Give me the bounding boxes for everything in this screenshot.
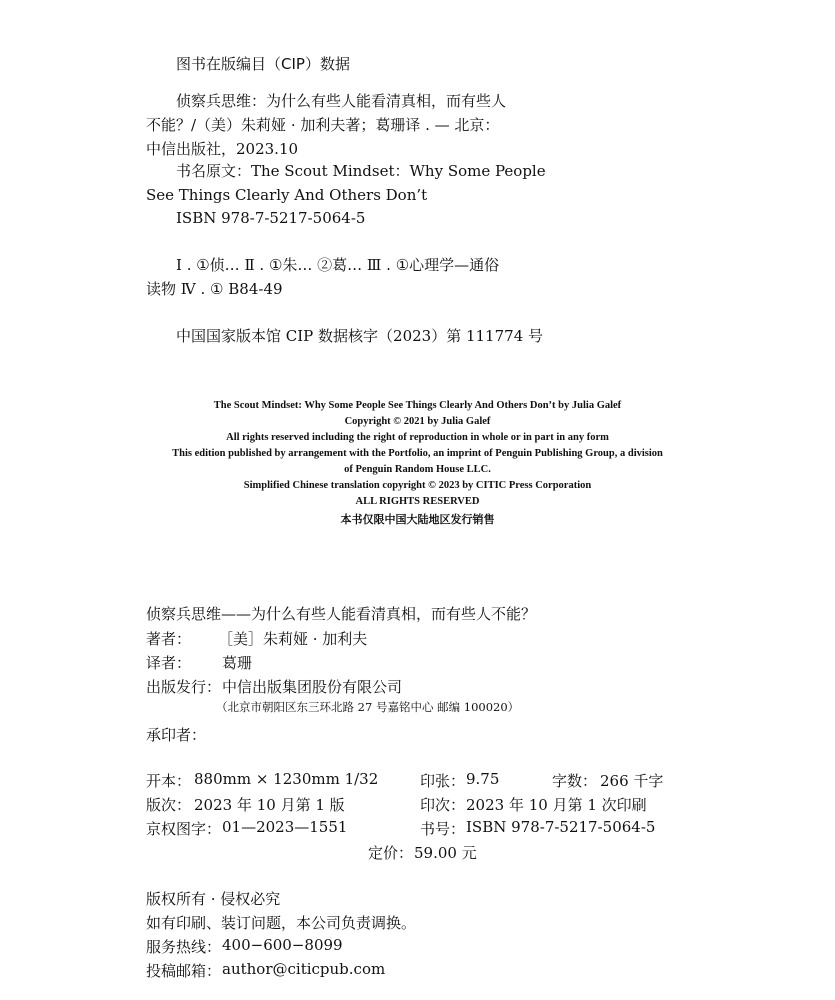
distribution-restriction: 本书仅限中国大陆地区发行销售 [340, 513, 495, 526]
hotline-label: 服务热线： [146, 938, 222, 956]
replacement-notice: 如有印刷、装订问题，本公司负责调换。 [146, 914, 417, 932]
cip-heading: 图书在版编目（CIP）数据 [176, 55, 350, 73]
edition-label: 版次： [146, 796, 192, 814]
english-rights-line-3: All rights reserved including the right of reproduction in whole or in part in any form [226, 432, 609, 443]
words-label: 字数： [552, 772, 598, 790]
isbn-value: ISBN 978-7-5217-5064-5 [466, 818, 656, 836]
format-label: 开本： [146, 772, 192, 790]
translator-value: 葛珊 [222, 654, 253, 672]
english-rights-line-7: ALL RIGHTS RESERVED [355, 496, 480, 507]
imprint-title: 侦察兵思维——为什么有些人能看清真相，而有些人不能？ [146, 605, 537, 623]
hotline-value: 400−600−8099 [222, 936, 343, 954]
price-label: 定价： [368, 844, 414, 862]
contract-label: 京权图字： [146, 820, 222, 838]
cip-line-8: 读物 Ⅳ . ① B84-49 [146, 280, 283, 298]
author-label: 著者： [146, 630, 192, 648]
cip-line-3: 中信出版社，2023.10 [146, 140, 299, 158]
translator-label: 译者： [146, 654, 192, 672]
cip-line-6: ISBN 978-7-5217-5064-5 [176, 209, 366, 227]
english-rights-line-1: The Scout Mindset: Why Some People See Things Clearly And Others Don’t by Julia Galef [213, 400, 622, 411]
publisher-value: 中信出版集团股份有限公司 [222, 678, 403, 696]
email-value: author@citicpub.com [222, 960, 386, 978]
sheets-value: 9.75 [466, 770, 500, 788]
english-rights-line-5: of Penguin Random House LLC. [344, 464, 491, 475]
edition-value: 2023 年 10 月第 1 版 [194, 796, 345, 814]
words-value: 266 千字 [600, 772, 664, 790]
format-value: 880mm × 1230mm 1/32 [194, 770, 379, 788]
contract-value: 01—2023—1551 [222, 818, 348, 836]
cip-line-4: 书名原文：The Scout Mindset：Why Some People [176, 162, 546, 180]
isbn-label: 书号： [420, 820, 466, 838]
publisher-address: （北京市朝阳区东三环北路 27 号嘉铭中心 邮编 100020） [216, 700, 520, 714]
cip-verification: 中国国家版本馆 CIP 数据核字（2023）第 111774 号 [176, 327, 544, 345]
rights-reserved: 版权所有 · 侵权必究 [146, 890, 281, 908]
printing-label: 印次： [420, 796, 466, 814]
author-value: ［美］朱莉娅 · 加利夫 [218, 630, 368, 648]
cip-line-1: 侦察兵思维：为什么有些人能看清真相，而有些人 [176, 92, 507, 110]
english-rights-line-6: Simplified Chinese translation copyright © 2023 by CITIC Press Corporation [243, 480, 592, 491]
email-label: 投稿邮箱： [146, 962, 222, 980]
cip-line-7: Ⅰ . ①侦… Ⅱ . ①朱… ②葛… Ⅲ . ①心理学—通俗 [176, 256, 500, 274]
printer-label: 承印者： [146, 726, 207, 744]
sheets-label: 印张： [420, 772, 466, 790]
printing-value: 2023 年 10 月第 1 次印刷 [466, 796, 647, 814]
english-rights-line-2: Copyright © 2021 by Julia Galef [344, 416, 491, 427]
price-value: 59.00 元 [414, 844, 477, 862]
publisher-label: 出版发行： [146, 678, 222, 696]
english-rights-line-4: This edition published by arrangement with the Portfolio, an imprint of Penguin Publishing Group, a division [172, 448, 663, 459]
cip-line-2: 不能？/（美）朱莉娅 · 加利夫著；葛珊译 . — 北京： [146, 116, 500, 134]
cip-line-5: See Things Clearly And Others Don’t [146, 186, 428, 204]
